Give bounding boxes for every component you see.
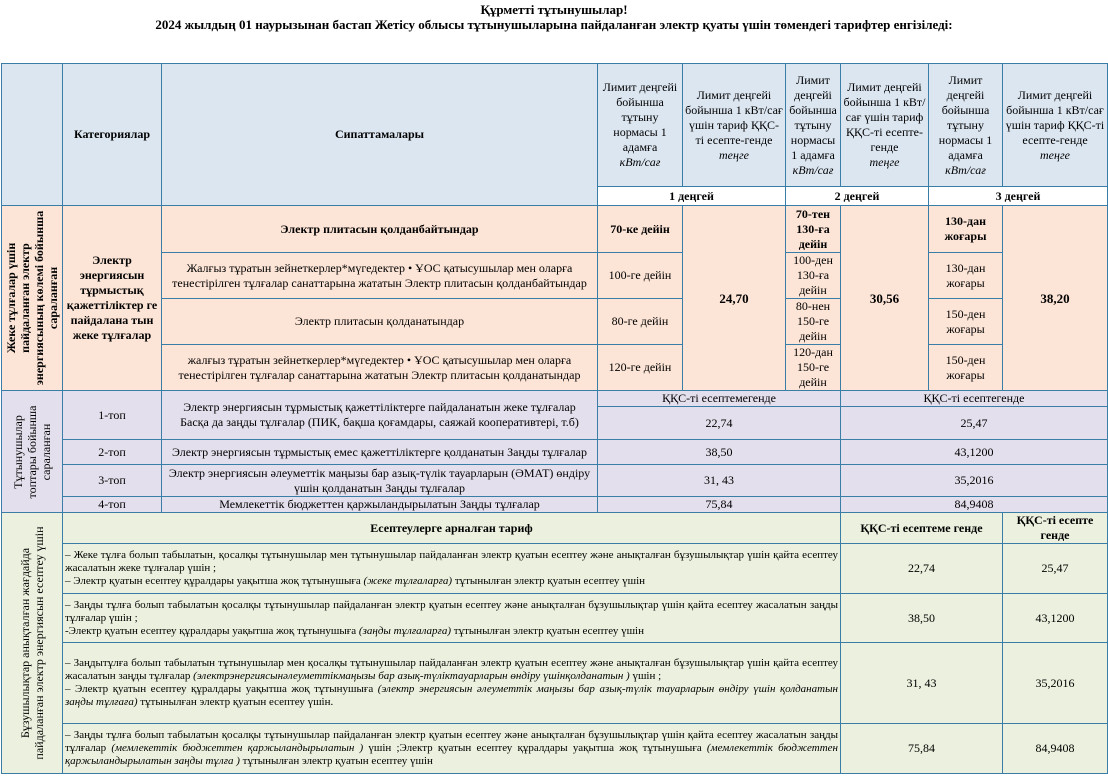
individual-level2: 70-тен 130-ға дейін	[786, 206, 841, 253]
recalc-no-vat: 38,50	[841, 594, 1003, 643]
individuals-side-label: Жеке тұлғалар үшін пайдаланған электр энергиясының көлемі бойынша сараланған	[2, 206, 63, 391]
recalc-desc: – Заңды тұлға болып табылатын қосалқы тұтынушылар пайдаланған электр қуатын есептеу және анықталған бұзушылықтар үшін қайта есептеу жасалатын заңды тұлғалар үшін ; -Электр қуатын есептеу құралдары уақытша жоқ тұтынушыға (заңды тұлғаларға) тұтынылған электр қуатын есептеу үшін	[63, 594, 841, 643]
group-desc: Электр энергиясын әлеуметтік маңызы бар азық-түлік тауарларын (ӘМАТ) өндіру үшін қолданатын Заңды тұлғалар	[162, 465, 598, 497]
header-descriptions: Сипаттамалары	[162, 64, 598, 206]
group-desc: Электр энергиясын тұрмыстық қажеттіліктерге пайдаланатын жеке тұлғалар Басқа да заңды тұлғалар (ПИК, бақша қоғамдары, саяжай кооперативтері, т.б)	[162, 391, 598, 440]
recalc-title: Есептеулерге арналған тариф	[63, 513, 841, 544]
tariff-table	[1, 63, 1108, 774]
individual-row	[2, 299, 1108, 345]
header-tariff-3: Лимит деңгейі бойынша 1 кВт/сағ үшін тариф ҚҚС-ті есепте-генде теңге	[1003, 64, 1108, 187]
header-row	[2, 64, 1108, 187]
recalc-row	[2, 643, 1108, 724]
recalc-desc: – Заңды тұлға болып табылатын қосалқы тұтынушылар пайдаланған электр қуатын есептеу және анықталған бұзушылықтар үшін қайта есептеу жасалатын заңды тұлғалар (мемлекеттік бюджеттен қаржыландырылатын ) үшін ;Электр қуатын есептеу құралдары уақытша жоқ тұтынушыға (мемлекеттік бюджеттен қаржыландырылатын заңды тұлға ) тұтынылған электр қуатын есептеу үшін	[63, 724, 841, 774]
recalc-vat: 35,2016	[1003, 643, 1108, 724]
recalc-col-vat: ҚҚС-ті есепте генде	[1003, 513, 1108, 544]
individual-level1: 80-ге дейін	[598, 299, 683, 345]
announcement-title: 2024 жылдың 01 наурызынан бастап Жетісу облысы тұтынушыларына пайдаланған электр қуаты үшін төмендегі тарифтер енгізіледі:	[155, 17, 953, 32]
recalc-vat: 43,1200	[1003, 594, 1108, 643]
group-name: 4-топ	[63, 497, 162, 513]
group-vat: 25,47	[841, 407, 1108, 440]
recalc-row	[2, 594, 1108, 643]
individual-desc: Электр плитасын қолданбайтындар	[162, 206, 598, 253]
recalc-no-vat: 75,84	[841, 724, 1003, 774]
individual-desc: Жалғыз тұратын зейнеткерлер*мүгедектер • ҰОС қатысушылар мен оларға тенестірілген тұлғалар санаттарына жататын Электр плитасын қолданбайтындар	[162, 253, 598, 299]
group-vat: 84,9408	[841, 497, 1108, 513]
recalc-vat: 84,9408	[1003, 724, 1108, 774]
individual-level1: 100-ге дейін	[598, 253, 683, 299]
groups-col-vat: ҚҚС-ті есептегенде	[841, 391, 1108, 407]
group-vat: 43,1200	[841, 440, 1108, 465]
header-tariff-2: Лимит деңгейі бойынша 1 кВт/сағ үшін тариф ҚҚС-ті есепте-генде теңге	[841, 64, 929, 187]
header-tariff-1: Лимит деңгейі бойынша 1 кВт/сағ үшін тариф ҚҚС-ті есепте-генде теңге	[683, 64, 786, 187]
recalc-row	[2, 724, 1108, 774]
individual-level2: 80-нен 150-ге дейін	[786, 299, 841, 345]
individual-desc: Электр плитасын қолданатындар	[162, 299, 598, 345]
individual-tariff-2: 30,56	[841, 206, 929, 391]
individual-level3: 150-ден жоғары	[929, 299, 1003, 345]
group-vat: 35,2016	[841, 465, 1108, 497]
recalc-no-vat: 31, 43	[841, 643, 1003, 724]
individual-level3: 130-дан жоғары	[929, 253, 1003, 299]
group-row	[2, 497, 1108, 513]
level-3-label: 3 деңгей	[929, 187, 1108, 206]
group-row	[2, 440, 1108, 465]
group-no-vat: 22,74	[598, 407, 841, 440]
header-norm-1: Лимит деңгейі бойынша тұтыну нормасы 1 адамға кВт/сағ	[598, 64, 683, 187]
header-norm-2: Лимит деңгейі бойынша тұтыну нормасы 1 адамға кВт/сағ	[786, 64, 841, 187]
individual-level1: 120-ге дейін	[598, 345, 683, 391]
individual-level3: 130-дан жоғары	[929, 206, 1003, 253]
header-blank-cell	[2, 64, 63, 206]
individual-tariff-1: 24,70	[683, 206, 786, 391]
group-row	[2, 465, 1108, 497]
group-no-vat: 31, 43	[598, 465, 841, 497]
individual-tariff-3: 38,20	[1003, 206, 1108, 391]
group-desc: Электр энергиясын тұрмыстық емес қажеттіліктерге қолданатын Заңды тұлғалар	[162, 440, 598, 465]
individual-level1: 70-ке дейін	[598, 206, 683, 253]
recalc-vat: 25,47	[1003, 544, 1108, 594]
individual-row	[2, 206, 1108, 253]
groups-side-label: Тұтынушылар топтары бойынша сараланған	[2, 391, 63, 513]
individual-row	[2, 345, 1108, 391]
individual-level2: 100-ден 130-ға дейін	[786, 253, 841, 299]
individual-level2: 120-дан 150-ге дейін	[786, 345, 841, 391]
recalc-header-row	[2, 513, 1108, 544]
header-categories: Категориялар	[63, 64, 162, 206]
recalc-desc: – Заңдытұлға болып табылатын тұтынушылар мен қосалқы тұтынушылар пайдаланған электр қуатын есептеу және анықталған бұзушылықтар үшін қайта есептеу жасалатын заңды тұлғалар (электрэнергиясынәлеуметтікмаңызы бар азық-түліктауарларын өндіру үшінқолданатын ) үшін ; – Электр қуатын есептеу құралдары уақытша жоқ тұтынушыға (электр энергиясын әлеуметтік маңызы бар азық-түлік тауарларын өндіру үшін қолданатын заңды тұлғаға) тұтынылған электр қуатын есептеу үшін.	[63, 643, 841, 724]
group-desc: Мемлекеттік бюджеттен қаржыландырылатын Заңды тұлғалар	[162, 497, 598, 513]
recalc-desc: – Жеке тұлға болып табылатын, қосалқы тұтынушылар мен тұтынушылар пайдаланған электр қуатын есептеу және анықталған бұзушылықтар үшін қайта есептеу жасалатын жеке тұлғалар үшін ; – Электр қуатын есептеу құралдары уақытша жоқ тұтынушыға (жеке тұлғаларға) тұтынылған электр қуатын есептеу үшін	[63, 544, 841, 594]
group-name: 1-топ	[63, 391, 162, 440]
group-name: 3-топ	[63, 465, 162, 497]
individuals-category: Электр энергиясын тұрмыстық қажеттіліктер ге пайдалана тын жеке тұлғалар	[63, 206, 162, 391]
individual-desc: жалғыз тұратын зейнеткерлер*мүгедектер • ҰОС қатысушылар мен оларға тенестірілген тұлғалар санаттарына жататын Электр плитасын қолданатындар	[162, 345, 598, 391]
group-name: 2-топ	[63, 440, 162, 465]
recalc-col-no-vat: ҚҚС-ті есептеме генде	[841, 513, 1003, 544]
groups-col-no-vat: ҚҚС-ті есептемегенде	[598, 391, 841, 407]
individual-row	[2, 253, 1108, 299]
level-1-label: 1 деңгей	[598, 187, 786, 206]
level-2-label: 2 деңгей	[786, 187, 929, 206]
group-no-vat: 38,50	[598, 440, 841, 465]
greeting-title: Құрметті тұтынушылар!	[480, 2, 628, 17]
header-norm-3: Лимит деңгейі бойынша тұтыну нормасы 1 адамға кВт/сағ	[929, 64, 1003, 187]
group-no-vat: 75,84	[598, 497, 841, 513]
recalc-row	[2, 544, 1108, 594]
recalc-no-vat: 22,74	[841, 544, 1003, 594]
individual-level3: 150-ден жоғары	[929, 345, 1003, 391]
recalc-side-label: Бұзушылықтар анықталған жағдайда пайдаланған электр энергиясын есептеу үшін	[2, 513, 63, 774]
group-row	[2, 391, 1108, 407]
